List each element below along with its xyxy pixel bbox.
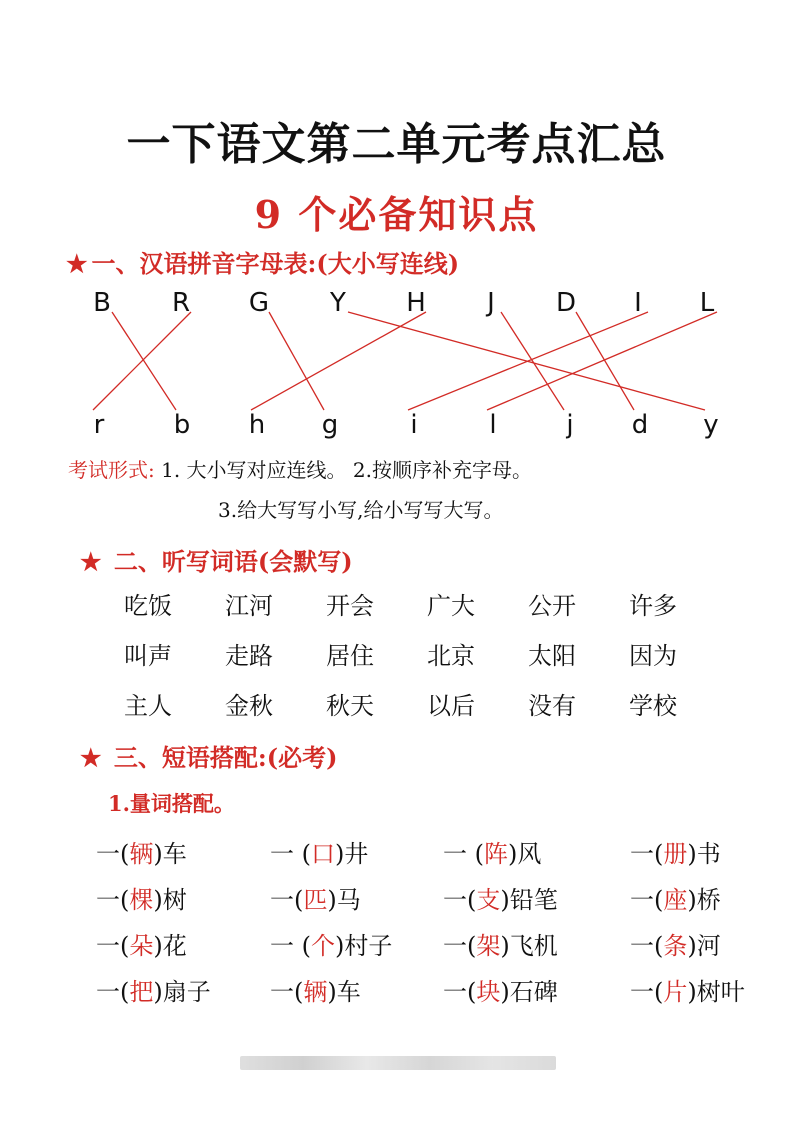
star-icon: ★ xyxy=(66,249,88,278)
measure-word-answer: 辆 xyxy=(303,978,328,1006)
phrase-noun: )河 xyxy=(687,932,721,960)
uppercase-letter: H xyxy=(406,288,426,318)
page-title: 一下语文第二单元考点汇总 xyxy=(126,119,667,170)
dictation-word: 秋天 xyxy=(326,692,374,720)
measure-phrase xyxy=(96,834,187,869)
uppercase-letter: L xyxy=(699,288,715,318)
measure-word-answer: 把 xyxy=(129,978,154,1006)
phrase-noun: )书 xyxy=(687,840,721,868)
measure-word-answer: 辆 xyxy=(129,840,154,868)
section-3-heading xyxy=(80,738,337,773)
measure-phrase xyxy=(443,972,558,1007)
word-row xyxy=(0,586,793,620)
phrase-prefix: 一 ( xyxy=(270,932,311,960)
dictation-word: 因为 xyxy=(629,642,677,670)
measure-word-answer: 条 xyxy=(663,932,688,960)
phrase-prefix: 一( xyxy=(443,978,477,1006)
exam-format-line-1 xyxy=(68,454,532,483)
dictation-word: 学校 xyxy=(629,692,677,720)
lowercase-letter: l xyxy=(489,410,497,440)
lowercase-letter: h xyxy=(248,410,266,440)
dictation-word: 吃饭 xyxy=(124,592,172,620)
lowercase-letter: b xyxy=(173,410,191,440)
match-line xyxy=(112,312,176,410)
lowercase-letter: y xyxy=(703,410,719,440)
measure-word-answer: 座 xyxy=(663,886,688,914)
phrase-prefix: 一 ( xyxy=(270,840,311,868)
exam-format-line-2 xyxy=(218,494,503,523)
measure-word-answer: 阵 xyxy=(484,840,508,868)
measure-phrase xyxy=(96,880,187,915)
section-3-title: 三、短语搭配:(必考) xyxy=(113,743,338,772)
phrase-noun: )村子 xyxy=(335,932,393,960)
phrase-noun: )扇子 xyxy=(153,978,211,1006)
uppercase-letter: G xyxy=(248,288,270,318)
phrase-noun: )马 xyxy=(327,886,361,914)
dictation-word: 北京 xyxy=(427,642,475,670)
phrase-prefix: 一( xyxy=(443,932,477,960)
phrase-prefix: 一 ( xyxy=(443,840,484,868)
lowercase-letter: r xyxy=(93,410,105,440)
dictation-word: 太阳 xyxy=(528,642,576,670)
exam-format-text-2: 3.给大写写小写,给小写写大写。 xyxy=(218,498,504,522)
measure-word-answer: 块 xyxy=(476,978,501,1006)
measure-phrase xyxy=(96,972,211,1007)
page-cutoff-area xyxy=(0,1022,793,1122)
phrase-prefix: 一( xyxy=(630,840,664,868)
word-row xyxy=(0,686,793,720)
matching-lines xyxy=(0,0,793,460)
uppercase-letter: D xyxy=(555,288,577,318)
measure-word-answer: 棵 xyxy=(129,886,154,914)
uppercase-letter: Y xyxy=(330,288,346,318)
lowercase-letter: g xyxy=(321,410,339,440)
measure-word-answer: 口 xyxy=(311,840,335,868)
measure-word-answer: 朵 xyxy=(129,932,154,960)
phrase-noun: )树叶 xyxy=(687,978,745,1006)
phrase-noun: )树 xyxy=(153,886,187,914)
phrase-prefix: 一( xyxy=(630,886,664,914)
phrase-prefix: 一( xyxy=(443,886,477,914)
letter-matching xyxy=(0,0,793,460)
dictation-word: 江河 xyxy=(225,592,273,620)
measure-word-answer: 匹 xyxy=(303,886,328,914)
phrase-prefix: 一( xyxy=(96,886,130,914)
match-line xyxy=(576,312,634,410)
lowercase-letter: j xyxy=(566,410,574,440)
phrase-noun: )车 xyxy=(153,840,187,868)
phrase-prefix: 一( xyxy=(96,840,130,868)
measure-phrase xyxy=(270,834,368,869)
uppercase-letter: R xyxy=(171,288,191,318)
page-subtitle: 9 个必备知识点 xyxy=(254,192,539,237)
match-line xyxy=(487,312,717,410)
phrase-prefix: 一( xyxy=(630,978,664,1006)
measure-phrase xyxy=(630,834,721,869)
phrase-noun: )石碑 xyxy=(500,978,558,1006)
subsection-measure-words: 1.量词搭配。 xyxy=(108,791,235,816)
dictation-word: 广大 xyxy=(427,592,475,620)
measure-word-answer: 个 xyxy=(311,932,335,960)
dictation-word: 许多 xyxy=(629,592,677,620)
dictation-word: 没有 xyxy=(528,692,576,720)
section-2-title: 二、听写词语(会默写) xyxy=(113,547,353,576)
word-row xyxy=(0,636,793,670)
measure-phrase xyxy=(630,972,745,1007)
uppercase-letter: B xyxy=(93,288,111,318)
measure-phrase xyxy=(443,926,558,961)
phrase-prefix: 一( xyxy=(270,978,304,1006)
phrase-prefix: 一( xyxy=(96,932,130,960)
dictation-word: 主人 xyxy=(124,692,172,720)
dictation-word: 居住 xyxy=(326,642,374,670)
dictation-word: 金秋 xyxy=(225,692,273,720)
measure-word-answer: 片 xyxy=(663,978,688,1006)
measure-phrase xyxy=(270,880,361,915)
star-icon: ★ xyxy=(80,743,102,772)
dictation-word: 公开 xyxy=(528,592,576,620)
section-2-heading xyxy=(80,542,353,577)
measure-phrase xyxy=(443,880,558,915)
dictation-word: 开会 xyxy=(326,592,374,620)
measure-phrase xyxy=(270,972,361,1007)
match-line xyxy=(408,312,648,410)
exam-format-text-1: 1. 大小写对应连线。 2.按顺序补充字母。 xyxy=(161,458,532,482)
uppercase-letter: I xyxy=(634,288,642,318)
phrase-noun: )飞机 xyxy=(500,932,558,960)
measure-phrase xyxy=(630,926,721,961)
match-line xyxy=(93,312,191,410)
measure-phrase xyxy=(96,926,187,961)
phrase-noun: )花 xyxy=(153,932,187,960)
dictation-word: 叫声 xyxy=(124,642,172,670)
phrase-noun: )桥 xyxy=(687,886,721,914)
dictation-word: 以后 xyxy=(427,692,475,720)
phrase-noun: )铅笔 xyxy=(500,886,558,914)
dictation-word: 走路 xyxy=(225,642,273,670)
measure-phrase xyxy=(630,880,721,915)
measure-word-answer: 支 xyxy=(476,886,501,914)
measure-word-answer: 册 xyxy=(663,840,688,868)
measure-word-answer: 架 xyxy=(476,932,501,960)
lowercase-letter: i xyxy=(410,410,418,440)
blurred-watermark-bar xyxy=(240,1056,556,1070)
phrase-noun: )车 xyxy=(327,978,361,1006)
phrase-noun: )风 xyxy=(508,840,542,868)
exam-format-label: 考试形式: xyxy=(68,458,155,482)
section-1-title: 一、汉语拼音字母表:(大小写连线) xyxy=(91,249,460,278)
match-line xyxy=(501,312,564,410)
phrase-prefix: 一( xyxy=(630,932,664,960)
phrase-prefix: 一( xyxy=(96,978,130,1006)
measure-phrase xyxy=(443,834,541,869)
star-icon: ★ xyxy=(80,547,102,576)
measure-phrase xyxy=(270,926,392,961)
phrase-prefix: 一( xyxy=(270,886,304,914)
lowercase-letter: d xyxy=(631,410,649,440)
uppercase-letter: J xyxy=(487,288,495,318)
phrase-noun: )井 xyxy=(335,840,369,868)
